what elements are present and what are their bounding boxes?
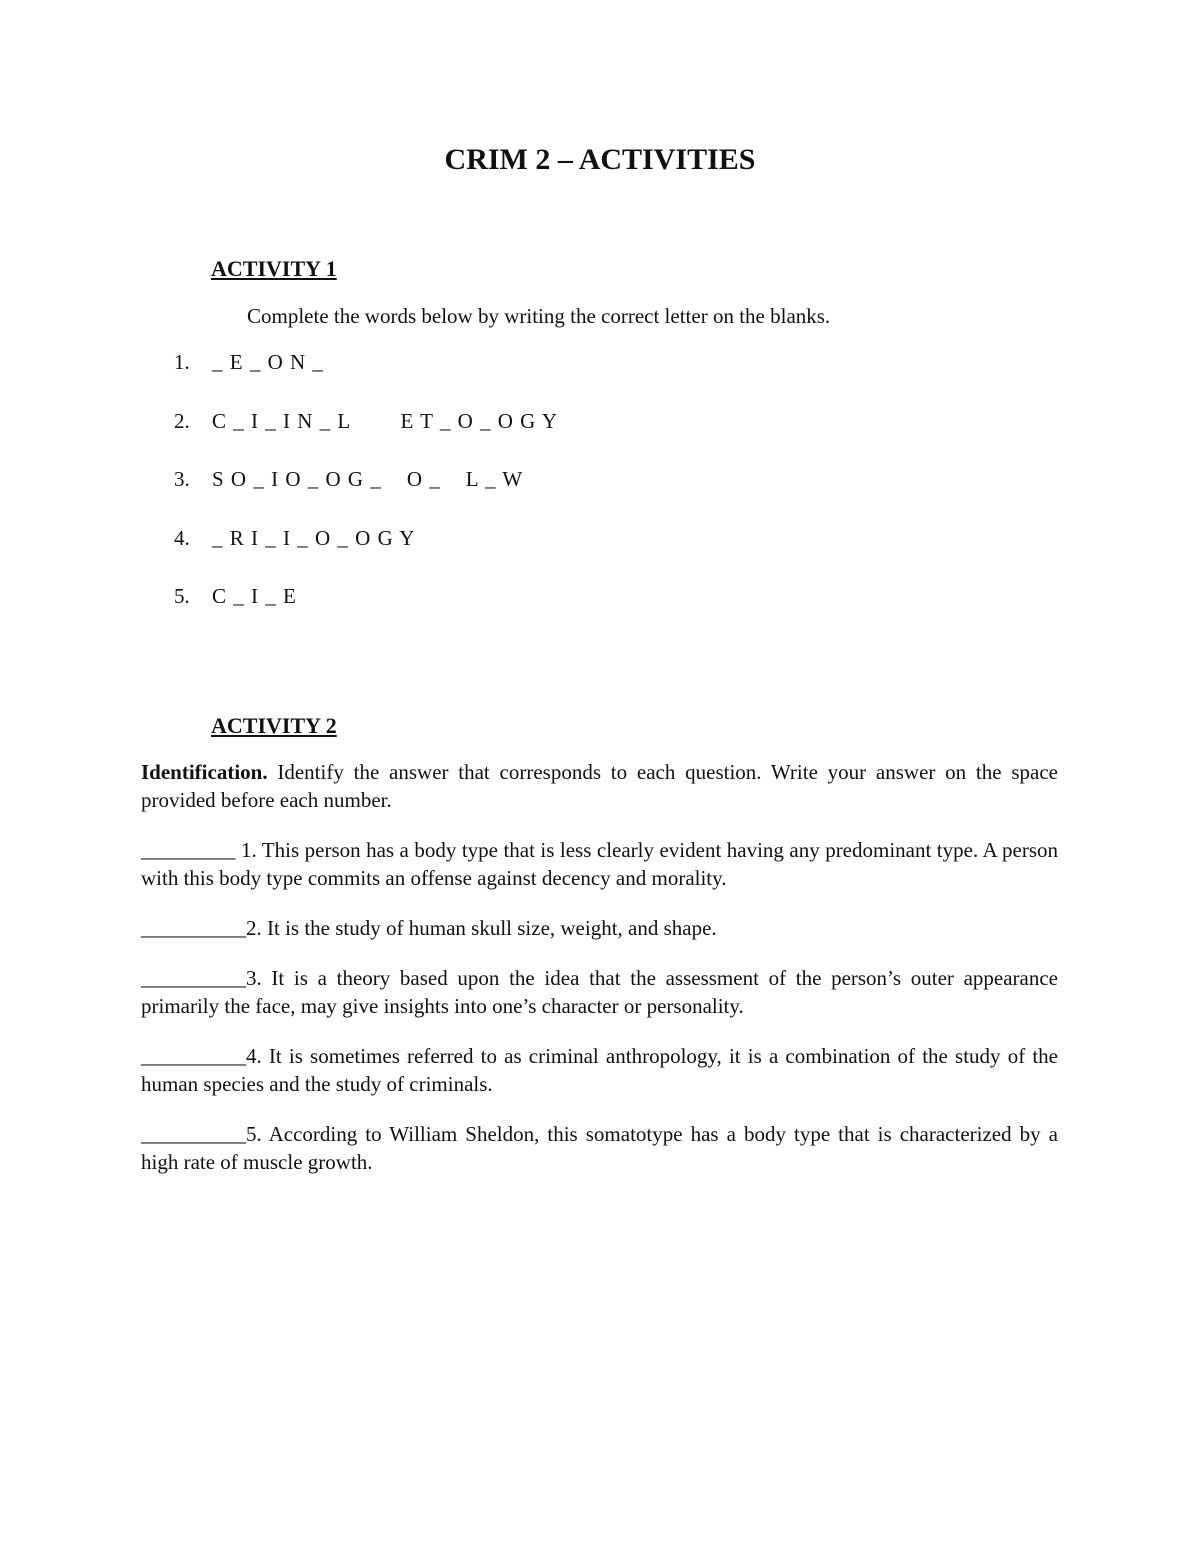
word-puzzle: _ R I _ I _ O _ O G Y (212, 525, 416, 550)
page-title: CRIM 2 – ACTIVITIES (444, 143, 756, 176)
instruction-text: Identify the answer that corresponds to each question. Write your answer on the space provided before each number. (141, 760, 1058, 812)
item-number: 3. (174, 467, 190, 491)
answer-blank: _________ (141, 838, 236, 862)
item-number: 4. (174, 525, 190, 550)
item-number: 2. (174, 408, 190, 433)
word-puzzle: C _ I _ E (212, 584, 297, 608)
word-puzzle-list (174, 348, 1074, 641)
question-item (141, 1042, 1058, 1098)
question-text: 1. This person has a body type that is less clearly evident having any predominant type. A person with this body type commits an offense against decency and morality. (141, 838, 1058, 890)
question-item (141, 1120, 1058, 1176)
question-item (141, 964, 1058, 1020)
word-puzzle: C _ I _ I N _ L E T _ O _ O G Y (212, 408, 558, 433)
answer-blank: __________ (141, 1122, 246, 1146)
list-item (174, 465, 1074, 524)
list-item (174, 582, 1074, 641)
activity1-instruction: Complete the words below by writing the correct letter on the blanks. (247, 304, 831, 328)
list-item (174, 407, 1074, 466)
question-text: 3. It is a theory based upon the idea that the assessment of the person’s outer appearance primarily the face, may give insights into one’s character or personality. (141, 966, 1058, 1018)
activity2-instruction (141, 758, 1058, 814)
answer-blank: __________ (141, 966, 246, 990)
question-text: 2. It is the study of human skull size, weight, and shape. (246, 916, 717, 940)
answer-blank: __________ (141, 916, 246, 940)
word-puzzle: _ E _ O N _ (212, 350, 324, 374)
activity1-heading: ACTIVITY 1 (211, 256, 337, 281)
word-puzzle: S O _ I O _ O G _ O _ L _ W (212, 467, 524, 491)
list-item (174, 348, 1074, 407)
question-text: 4. It is sometimes referred to as criminal anthropology, it is a combination of the study of the human species and the study of criminals. (141, 1044, 1058, 1096)
question-item (141, 836, 1058, 892)
instruction-label: Identification. (141, 760, 268, 784)
answer-blank: __________ (141, 1044, 246, 1068)
item-number: 5. (174, 584, 190, 608)
activity2-heading: ACTIVITY 2 (211, 713, 337, 738)
list-item (174, 524, 1074, 583)
question-item (141, 914, 1058, 942)
question-text: 5. According to William Sheldon, this somatotype has a body type that is characterized by a high rate of muscle growth. (141, 1122, 1058, 1174)
item-number: 1. (174, 350, 190, 374)
